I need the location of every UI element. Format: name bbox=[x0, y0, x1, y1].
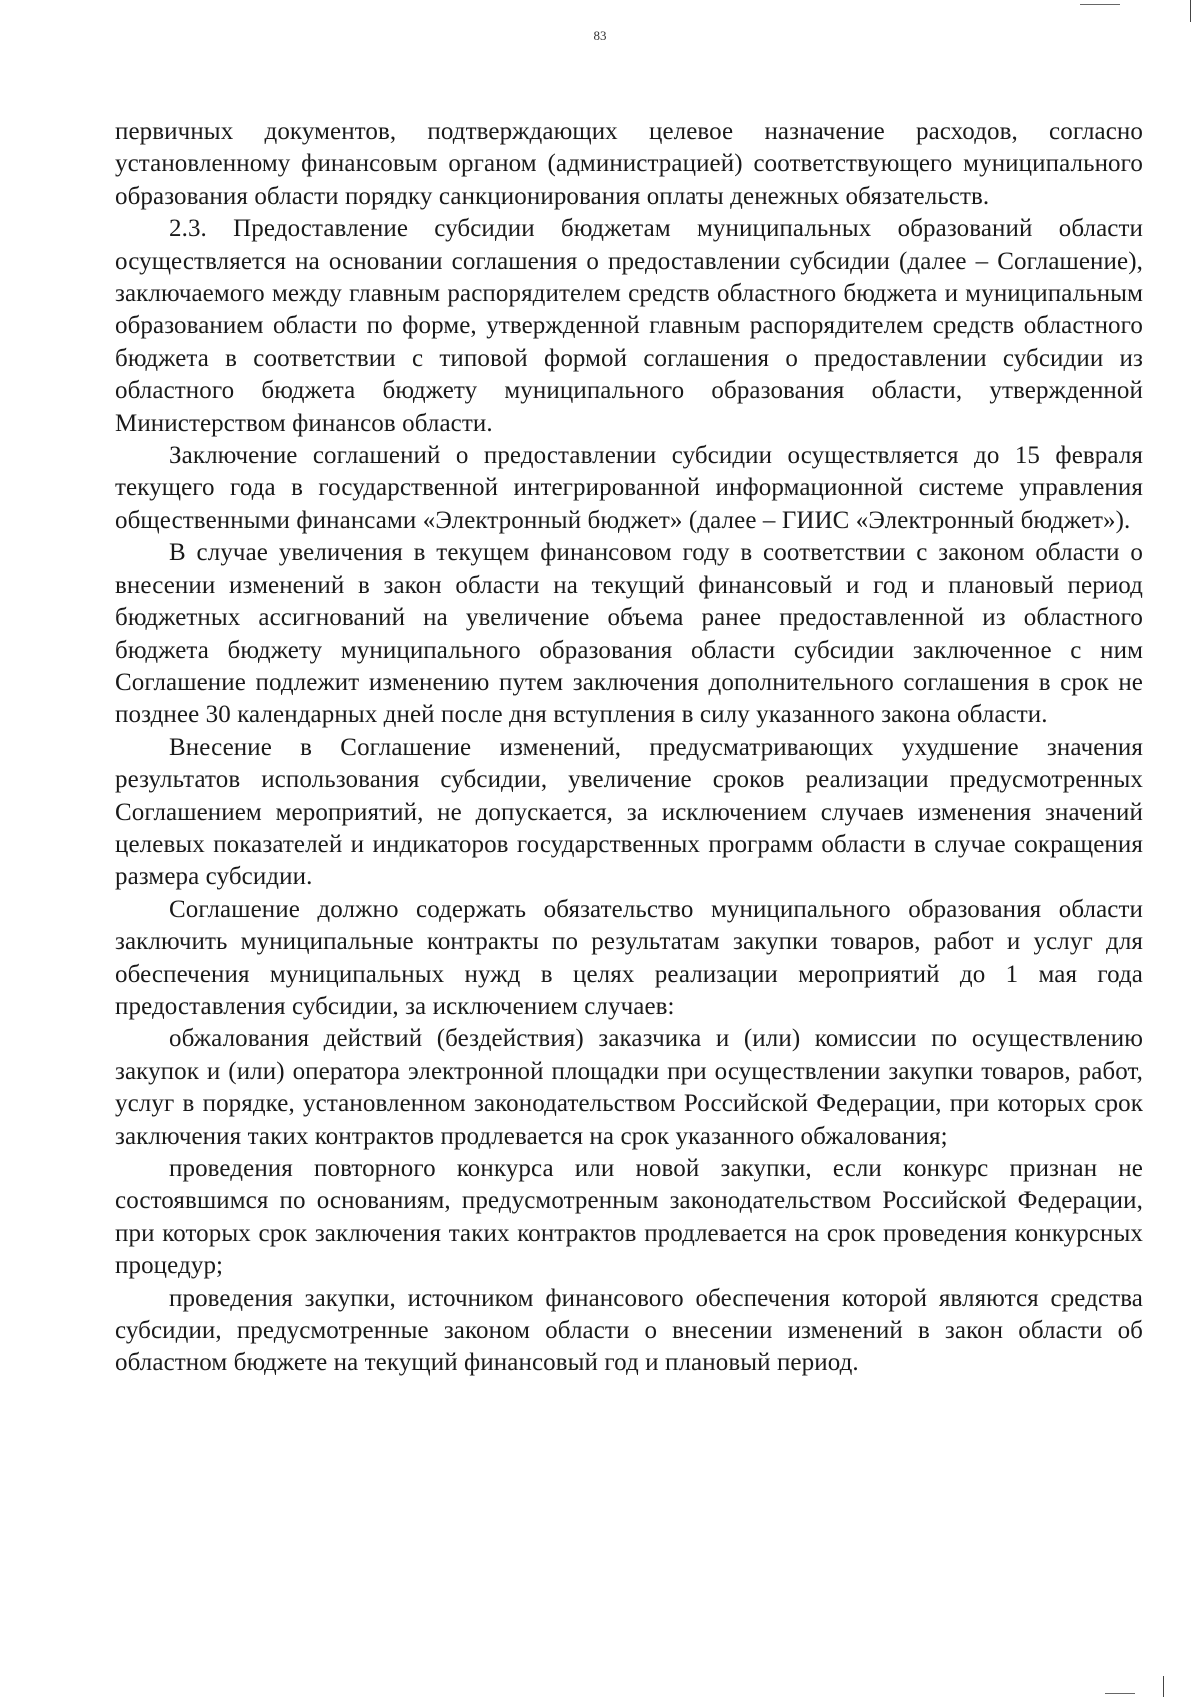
paragraph: Заключение соглашений о предоставлении субсидии осуществляется до 15 февраля текущего года в государственной интегрированной информационной системе управления общественными финансами «Электронный бюджет» (далее – ГИИС «Электронный бюджет»). bbox=[115, 442, 1143, 534]
scan-edge-mark bbox=[1080, 4, 1120, 5]
paragraph: Внесение в Соглашение изменений, предусматривающих ухудшение значения результатов использования субсидии, увеличение сроков реализации предусмотренных Соглашением мероприятий, не допускается, за исключением случаев изменения значений целевых показателей и индикаторов государственных программ области в случае сокращения размера субсидии. bbox=[115, 733, 1143, 891]
paragraph: Соглашение должно содержать обязательство муниципального образования области заключить муниципальные контракты по результатам закупки товаров, работ и услуг для обеспечения муниципальных нужд в целях реализации мероприятий до 1 мая года предоставления субсидии, за исключением случаев: bbox=[115, 895, 1143, 1020]
paragraph: проведения повторного конкурса или новой закупки, если конкурс признан не состоявшимся по основаниям, предусмотренным законодательством Российской Федерации, при которых срок заключения таких контрактов продлевается на срок проведения конкурсных процедур; bbox=[115, 1155, 1143, 1280]
scan-edge-mark bbox=[1105, 1693, 1135, 1694]
paragraph: проведения закупки, источником финансового обеспечения которой являются средства субсидии, предусмотренные законом области о внесении изменений в закон области об областном бюджете на текущий финансовый год и плановый период. bbox=[115, 1284, 1143, 1377]
paragraph: В случае увеличения в текущем финансовом году в соответствии с законом области о внесении изменений в закон области на текущий финансовый и год и плановый период бюджетных ассигнований на увеличение объема ранее предоставленной из областного бюджета бюджету муниципального образования области субсидии заключенное с ним Соглашение подлежит изменению путем заключения дополнительного соглашения в срок не позднее 30 календарных дней после дня вступления в силу указанного закона области. bbox=[115, 539, 1143, 729]
scan-edge-mark bbox=[1163, 1676, 1164, 1697]
document-body bbox=[115, 116, 1143, 1380]
scan-edge-mark bbox=[1190, 0, 1191, 22]
page-number: 83 bbox=[593, 28, 607, 43]
paragraph: обжалования действий (бездействия) заказчика и (или) комиссии по осуществлению закупок и (или) оператора электронной площадки при осуществлении закупки товаров, работ, услуг в порядке, установленном законодательством Российской Федерации, при которых срок заключения таких контрактов продлевается на срок указанного обжалования; bbox=[115, 1025, 1143, 1150]
paragraph: 2.3. Предоставление субсидии бюджетам муниципальных образований области осуществляется на основании соглашения о предоставлении субсидии (далее – Соглашение), заключаемого между главным распорядителем средств областного бюджета и муниципальным образованием области по форме, утвержденной главным распорядителем средств областного бюджета в соответствии с типовой формой соглашения о предоставлении субсидии из областного бюджета бюджету муниципального образования области, утвержденной Министерством финансов области. bbox=[115, 215, 1143, 437]
paragraph: первичных документов, подтверждающих целевое назначение расходов, согласно установленному финансовым органом (администрацией) соответствующего муниципального образования области порядку санкционирования оплаты денежных обязательств. bbox=[115, 118, 1143, 210]
